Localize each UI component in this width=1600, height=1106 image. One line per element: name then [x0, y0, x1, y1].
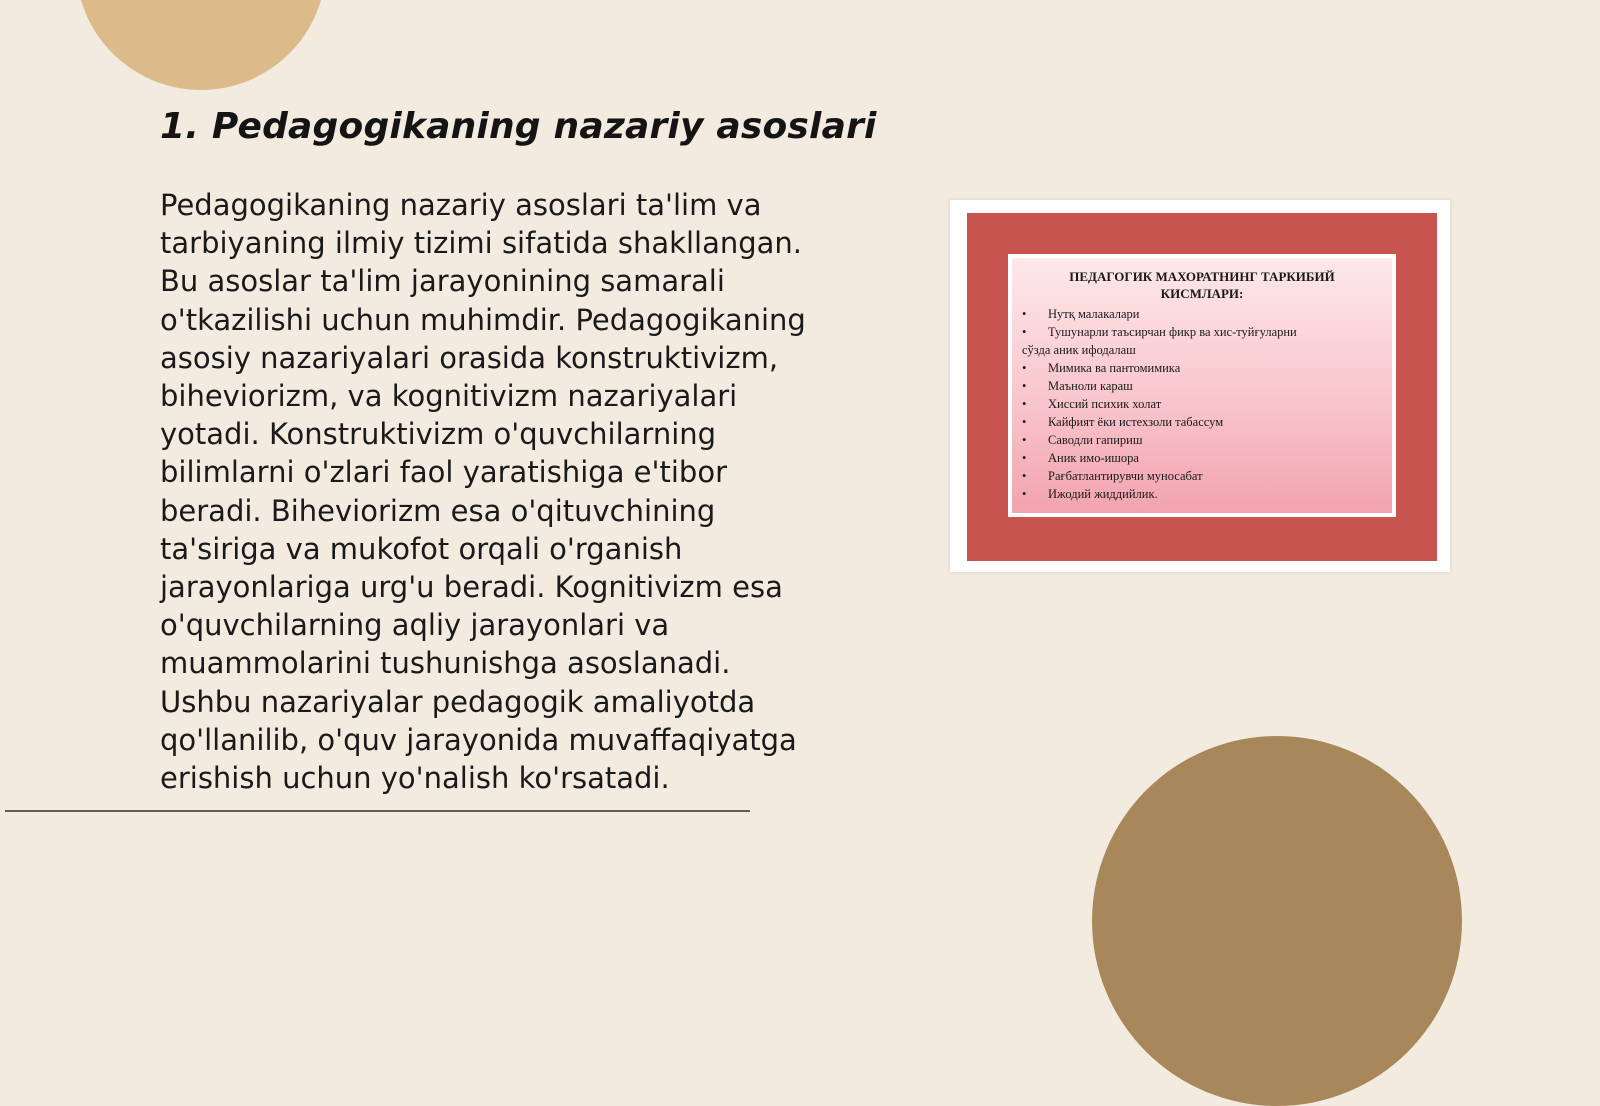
decorative-circle-top [76, 0, 326, 90]
body-line: erishish uchun yo'nalish ko'rsatadi. [160, 761, 670, 796]
document-heading-line: КИСМЛАРИ: [1160, 286, 1244, 301]
document-list-item [1022, 395, 1384, 413]
decorative-circle-bottom [1092, 736, 1462, 1106]
body-line: Bu asoslar ta'lim jarayonining samarali [160, 264, 725, 299]
bullet-icon: • [1022, 487, 1027, 501]
document-list-item [1022, 431, 1384, 449]
body-line: biheviorizm, va kognitivizm nazariyalari [160, 379, 738, 414]
document-list-item-text: Саводли гапириш [1048, 433, 1143, 447]
document-list-item [1022, 485, 1384, 503]
bullet-icon: • [1022, 433, 1027, 447]
bullet-icon: • [1022, 307, 1027, 321]
bullet-icon: • [1022, 397, 1027, 411]
document-list-item-text: Тушунарли таъсирчан фикр ва хис-туйғуларни [1048, 325, 1297, 339]
bullet-icon: • [1022, 451, 1027, 465]
document-list-item [1022, 323, 1384, 341]
bullet-icon: • [1022, 379, 1027, 393]
document-list-item-text: Хиссий психик холат [1048, 397, 1162, 411]
document-list-item [1022, 305, 1384, 323]
body-line: asosiy nazariyalari orasida konstruktivizm, [160, 340, 779, 375]
document-list-item [1022, 467, 1384, 485]
body-line: yotadi. Konstruktivizm o'quvchilarning [160, 417, 717, 452]
body-line: jarayonlariga urg'u beradi. Kognitivizm esa [160, 570, 783, 605]
embedded-document-image [1012, 258, 1392, 513]
body-line: tarbiyaning ilmiy tizimi sifatida shakllangan. [160, 226, 803, 261]
document-list-item-text: Мимика ва пантомимика [1048, 361, 1181, 375]
body-line: o'quvchilarning aqliy jarayonlari va [160, 608, 670, 643]
body-line: muammolarini tushunishga asoslanadi. [160, 646, 731, 681]
document-list-item-text: Кайфият ёки истехзоли табассум [1048, 415, 1224, 429]
body-line: ta'siriga va mukofot orqali o'rganish [160, 531, 683, 566]
document-list-item-text: Ижодий жиддийлик. [1048, 487, 1158, 501]
body-line: o'tkazilishi uchun muhimdir. Pedagogikaning [160, 302, 806, 337]
slide-title: 1. Pedagogikaning nazariy asoslari [160, 106, 877, 147]
document-list-item [1022, 377, 1384, 395]
bullet-icon: • [1022, 325, 1027, 339]
body-line: beradi. Biheviorizm esa o'qituvchining [160, 493, 716, 528]
body-line: qo'llanilib, o'quv jarayonida muvaffaqiyatga [160, 722, 797, 757]
body-line: bilimlarni o'zlari faol yaratishiga e'tibor [160, 455, 728, 490]
document-list-item-text: Рағбатлантирувчи муносабат [1048, 469, 1203, 483]
slide-body-text [160, 186, 840, 797]
document-list-item [1022, 449, 1384, 467]
document-heading [1012, 268, 1392, 302]
document-list-item [1022, 359, 1384, 377]
bullet-icon: • [1022, 469, 1027, 483]
body-line: Ushbu nazariyalar pedagogik amaliyotda [160, 684, 756, 719]
document-list-item-text: Аник имо-ишора [1048, 451, 1139, 465]
bullet-icon: • [1022, 415, 1027, 429]
body-line: Pedagogikaning nazariy asoslari ta'lim va [160, 188, 762, 222]
horizontal-divider [5, 810, 750, 812]
document-list-item [1022, 413, 1384, 431]
document-list-item-continuation: сўзда аник ифодалаш [1022, 343, 1136, 357]
document-heading-line: ПЕДАГОГИК МАХОРАТНИНГ ТАРКИБИЙ [1069, 269, 1335, 284]
bullet-icon: • [1022, 361, 1027, 375]
document-list-item-text: Нутқ малакалари [1048, 307, 1140, 321]
document-list-item-text: Маъноли караш [1048, 379, 1133, 393]
